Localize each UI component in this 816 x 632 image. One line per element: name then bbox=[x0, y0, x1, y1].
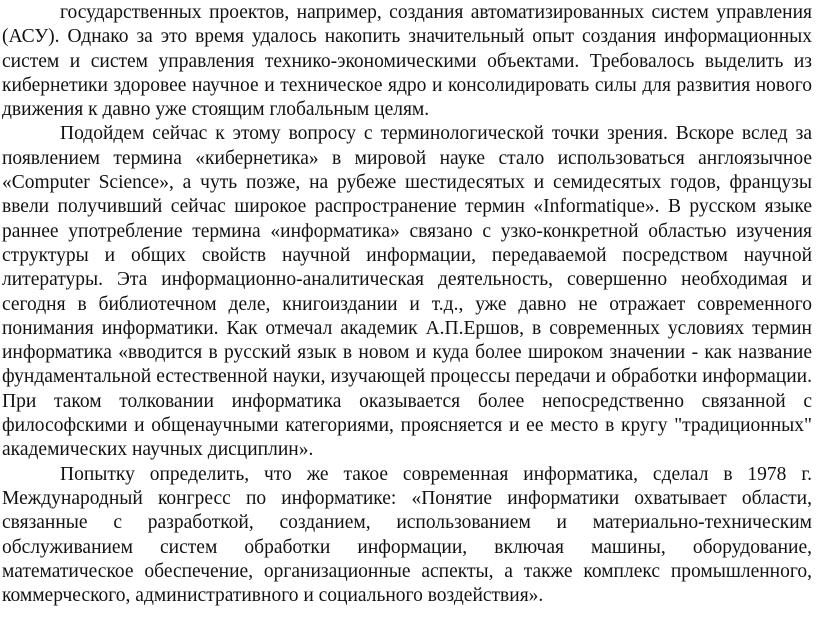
document-body bbox=[2, 1, 812, 608]
paragraph-3: Попытку определить, что же такое современная информатика, сделал в 1978 г. Международный конгресс по информатике: «Понятие информатики охватывает области, связанные с разработкой, созданием, использованием и материально-техническим обслуживанием систем обработки информации, включая машины, оборудование, математическое обеспечение, организационные аспекты, а также комплекс промышленного, коммерческого, административного и социального воздействия». bbox=[2, 463, 812, 607]
paragraph-1: государственных проектов, например, создания автоматизированных систем управления (АСУ). Однако за это время удалось накопить значительный опыт создания информационных систем и систем управления технико-экономическими объектами. Требовалось выделить из кибернетики здоровее научное и техническое ядро и консолидировать силы для развития нового движения к давно уже стоящим глобальным целям. bbox=[2, 2, 812, 121]
paragraph-2: Подойдем сейчас к этому вопросу с терминологической точки зрения. Вскоре вслед за появлением термина «кибернетика» в мировой науке стало использоваться англоязычное «Computer Science», а чуть позже, на рубеже шестидесятых и семидесятых годов, французы ввели получивший сейчас широкое распространение термин «Informatique». В русском языке раннее употребление термина «информатика» связано с узко-конкретной областью изучения структуры и общих свойств научной информации, передаваемой посредством научной литературы. Эта информационно-аналитическая деятельность, совершенно необходимая и сегодня в библиотечном деле, книгоиздании и т.д., уже давно не отражает современного понимания информатики. Как отмечал академик А.П.Ершов, в современных условиях термин информатика «вводится в русский язык в новом и куда более широком значении - как название фундаментальной естественной науки, изучающей процессы передачи и обработки информации. При таком толковании информатика оказывается более непосредственно связанной с философскими и общенаучными категориями, проясняется и ее место в кругу "традиционных" академических научных дисциплин». bbox=[2, 123, 812, 461]
